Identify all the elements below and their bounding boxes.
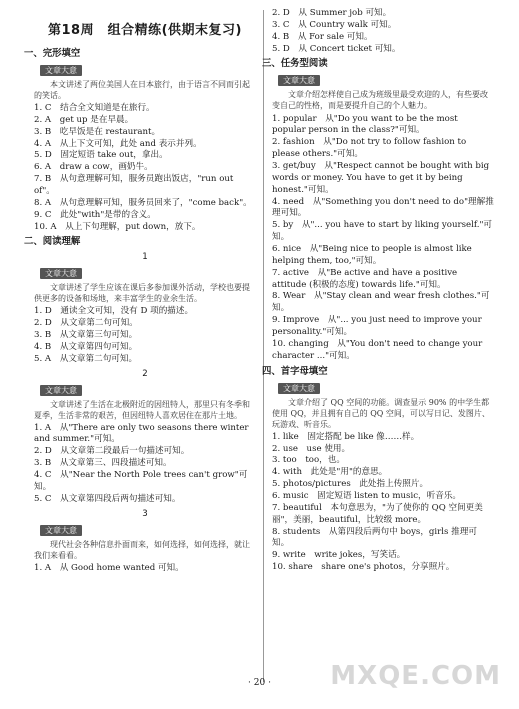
answer-item: 4. A 从上下文可知，此处 and 表示并列。 [34, 138, 202, 149]
answer-item: 8. Wear 从"Stay clean and wear fresh clothes."可知。 [272, 291, 490, 314]
answer-item: 10. A 从上下句理解，put down，放下。 [34, 221, 201, 232]
answer-item: 2. A get up 是在早晨。 [34, 114, 134, 125]
answer-item: 6. music 固定短语 listen to music，听音乐。 [272, 490, 461, 501]
answer-item: 3. B 从文章第三句可知。 [34, 330, 138, 341]
answer-item: 1. C 结合全文知道是在旅行。 [34, 103, 155, 113]
answer-item: 2. use use 使用。 [272, 443, 351, 454]
answer-item: 2. D 从文章第二句可知。 [34, 318, 138, 329]
answer-item: 5. D 从 Concert ticket 可知。 [272, 43, 401, 54]
answer-item: 2. D 从 Summer job 可知。 [272, 8, 392, 18]
answer-item: 1. like 固定搭配 be like 像……样。 [272, 431, 420, 442]
passage-number: 2 [142, 368, 148, 379]
answer-item: 4. with 此处是"用"的意思。 [272, 467, 388, 478]
answer-item: 7. B 从句意理解可知，服务员跑出饭店，"run out of"。 [34, 174, 234, 197]
answer-item: 10. share share one's photos，分享照片。 [272, 562, 455, 573]
watermark: MXQE.COM [330, 661, 501, 692]
answer-item: 3. B 从文章第三、四段描述可知。 [34, 458, 172, 469]
left-column [24, 8, 256, 574]
answer-item: 10. changing 从"You don't need to change your character ..."可知。 [272, 338, 483, 361]
answer-item: 1. popular 从"Do you want to be the most popular person in the class?"可知。 [272, 113, 458, 136]
summary-tag: 文章大意 [40, 385, 82, 396]
answer-item: 5. A 从文章第二句可知。 [34, 353, 138, 364]
answer-item: 9. Improve 从"... you just need to improve your personality."可知。 [272, 315, 482, 337]
answer-item: 4. C 从"Near the North Pole trees can't grow"可知。 [34, 470, 248, 492]
section-heading-cloze: 一、完形填空 [24, 47, 81, 59]
section-heading-task-reading: 三、任务型阅读 [262, 58, 328, 70]
page-number: · 20 · [248, 678, 271, 688]
answer-item: 4. need 从"Something you don't need to do"理解推理可知。 [272, 196, 494, 219]
answer-item: 3. B 吃早饭是在 restaurant。 [34, 126, 161, 137]
answer-item: 6. nice 从"Being nice to people is almost like helping them, too,"可知。 [272, 243, 472, 266]
answer-item: 4. B 从 For sale 可知。 [272, 31, 373, 42]
answer-item: 3. C 从 Country walk 可知。 [272, 19, 397, 30]
column-divider [263, 10, 264, 682]
answer-item: 1. A 从"There are only two seasons there winter and summer."可知。 [34, 422, 249, 445]
answer-item: 5. C 从文章第四段后两句描述可知。 [34, 493, 181, 504]
answer-item: 2. fashion 从"Do not try to follow fashion to please others."可知。 [272, 137, 467, 160]
answer-item: 1. D 通读全文可知，没有 D 项的描述。 [34, 306, 194, 317]
answer-item: 3. get/buy 从"Respect cannot be bought with big words or money. You have to get it by being honest."可知。 [272, 160, 490, 195]
summary-text: 文章介绍了 QQ 空间的功能。调查显示 90% 的中学生都使用 QQ，并且拥有自己的 QQ 空间，可以写日记、发图片、玩游戏、听音乐。 [272, 397, 490, 429]
answer-item: 4. B 从文章第四句可知。 [34, 341, 138, 352]
answer-item: 7. active 从"Be active and have a positive attitude (积极的态度) towards life."可知。 [272, 267, 458, 290]
answer-item: 8. A 从句意理解可知，服务员回来了，"come back"。 [34, 197, 252, 208]
answer-item: 3. too too，也。 [272, 455, 345, 466]
right-column [262, 8, 494, 574]
page-title: 第18周 组合精练(供期末复习) [48, 23, 242, 38]
summary-tag: 文章大意 [40, 525, 82, 536]
answer-item: 9. C 此处"with"是带的含义。 [34, 209, 156, 220]
summary-text: 文章讲述了生活在北极附近的因纽特人，那里只有冬季和夏季，生活非常的艰苦，但因纽特人喜欢居住在那片土地。 [34, 399, 250, 420]
summary-tag: 文章大意 [40, 65, 82, 76]
answer-item: 2. D 从文章第二段最后一句描述可知。 [34, 446, 190, 457]
answer-item: 6. A draw a cow，画奶牛。 [34, 162, 153, 173]
section-heading-reading: 二、阅读理解 [24, 236, 81, 248]
answer-item: 5. photos/pictures 此处指上传照片。 [272, 479, 429, 490]
passage-number: 1 [142, 252, 148, 263]
summary-text: 本文讲述了两位美国人在日本旅行，由于语言不同而引起的笑话。 [34, 79, 250, 100]
answer-item: 1. A 从 Good home wanted 可知。 [34, 562, 184, 573]
answer-item: 9. write write jokes，写笑话。 [272, 550, 406, 561]
summary-text: 现代社会各种信息扑面而来，如何选择，如何选择，就让我们来看看。 [34, 539, 250, 560]
answer-item: 7. beautiful 本句意思为，"为了使你的 QQ 空间更美丽"，美丽，beautiful，比较级 more。 [272, 502, 483, 525]
summary-text: 文章讲述了学生应该在课后多参加课外活动，学校也要提供更多的设备和场地，来丰富学生的业余生活。 [34, 283, 250, 304]
summary-tag: 文章大意 [278, 383, 320, 394]
summary-tag: 文章大意 [40, 268, 82, 279]
section-heading-initial-letter: 四、首字母填空 [262, 365, 328, 377]
answer-item: 8. students 从第四段后两句中 boys，girls 推理可知。 [272, 526, 477, 549]
summary-text: 文章介绍怎样使自己成为班级里最受欢迎的人，有些要改变自己的性格，而是要提升自己的个人魅力。 [272, 90, 488, 111]
answer-item: 5. D 固定短语 take out，拿出。 [34, 150, 168, 161]
passage-number: 3 [142, 508, 148, 519]
answer-item: 5. by 从"... you have to start by liking yourself."可知。 [272, 220, 492, 243]
summary-tag: 文章大意 [278, 75, 320, 86]
